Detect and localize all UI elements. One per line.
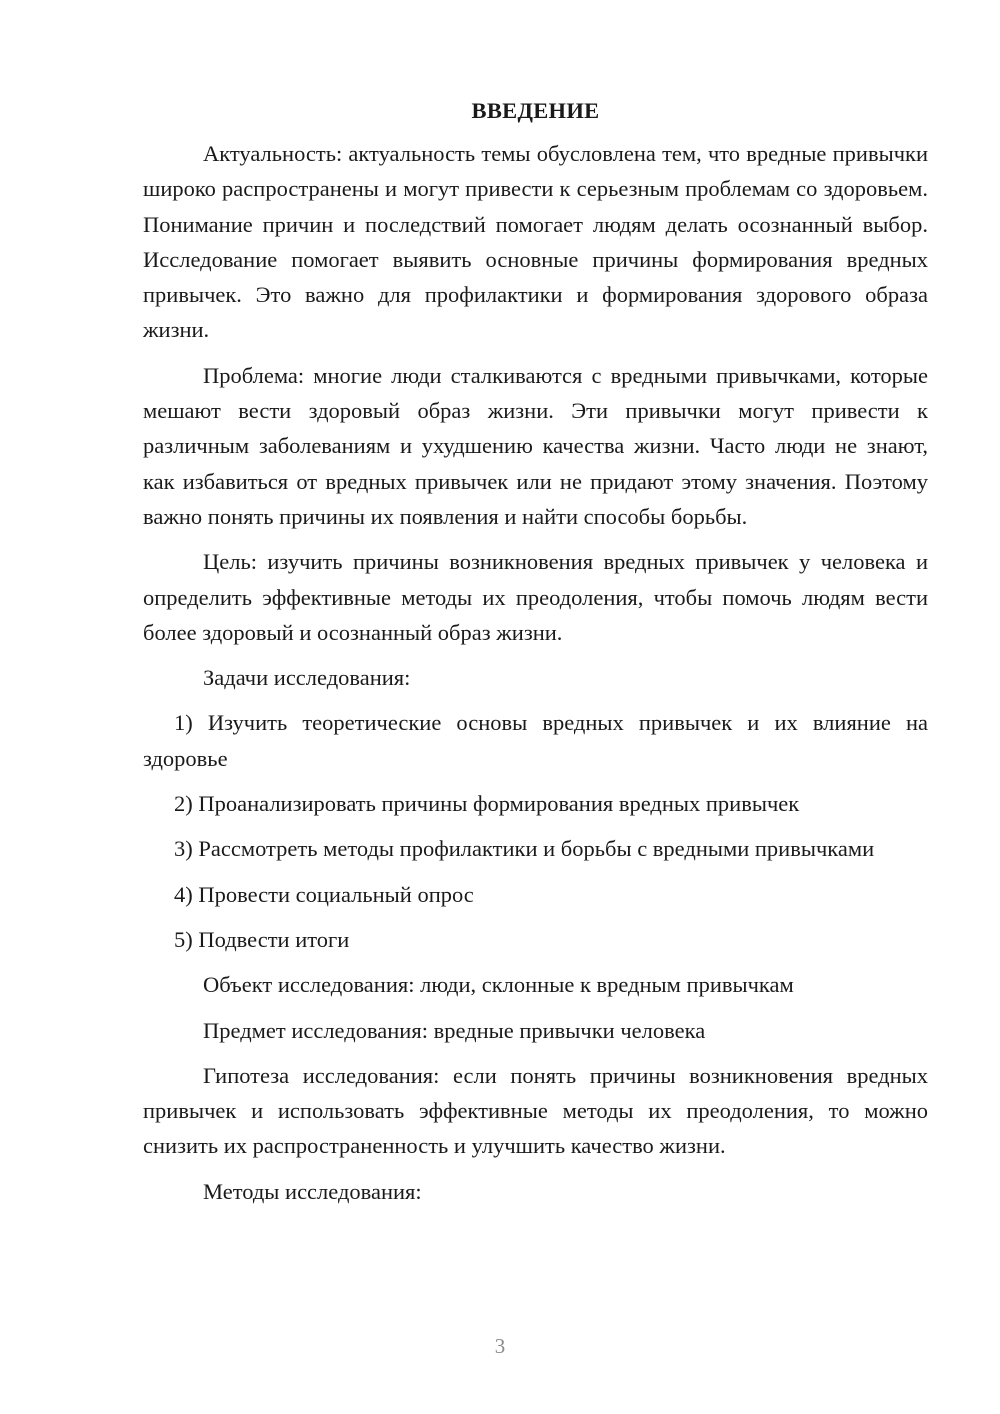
paragraph-subject: Предмет исследования: вредные привычки человека xyxy=(203,1017,706,1043)
task-item-2: 2) Проанализировать причины формирования вредных привычек xyxy=(174,791,800,817)
paragraph-goal: Цель: изучить причины возникновения вредных привычек у человека и определить эффективные методы их преодоления, чтобы помочь людям вести более здоровый и осознанный образ жизни. xyxy=(143,549,928,645)
methods-heading: Методы исследования: xyxy=(203,1178,422,1204)
task-item-3: 3) Рассмотреть методы профилактики и борьбы с вредными привычками xyxy=(174,836,875,862)
tasks-heading: Задачи исследования: xyxy=(203,665,411,691)
task-item-5: 5) Подвести итоги xyxy=(174,926,350,952)
paragraph-relevance: Актуальность: актуальность темы обусловлена тем, что вредные привычки широко распространены и могут привести к серьезным проблемам со здоровьем. Понимание причин и последствий помогает людям делать осознанный выбор. Исследование помогает выявить основные причины формирования вредных привычек. Это важно для профилактики и формирования здорового образа жизни. xyxy=(143,141,928,343)
page-content xyxy=(143,92,928,1219)
task-item-4: 4) Провести социальный опрос xyxy=(174,881,474,907)
paragraph-problem: Проблема: многие люди сталкиваются с вредными привычками, которые мешают вести здоровый образ жизни. Эти привычки могут привести к различным заболеваниям и ухудшению качества жизни. Часто люди не знают, как избавиться от вредных привычек или не придают этому значения. Поэтому важно понять причины их появления и найти способы борьбы. xyxy=(143,362,928,529)
paragraph-hypothesis: Гипотеза исследования: если понять причины возникновения вредных привычек и использовать эффективные методы их преодоления, то можно снизить их распространенность и улучшить качество жизни. xyxy=(143,1062,928,1159)
page-number: 3 xyxy=(494,1334,506,1358)
section-title: ВВЕДЕНИЕ xyxy=(471,98,600,123)
paragraph-object: Объект исследования: люди, склонные к вредным привычкам xyxy=(203,972,794,998)
task-item-1: 1) Изучить теоретические основы вредных привычек и их влияние на здоровье xyxy=(143,710,928,771)
